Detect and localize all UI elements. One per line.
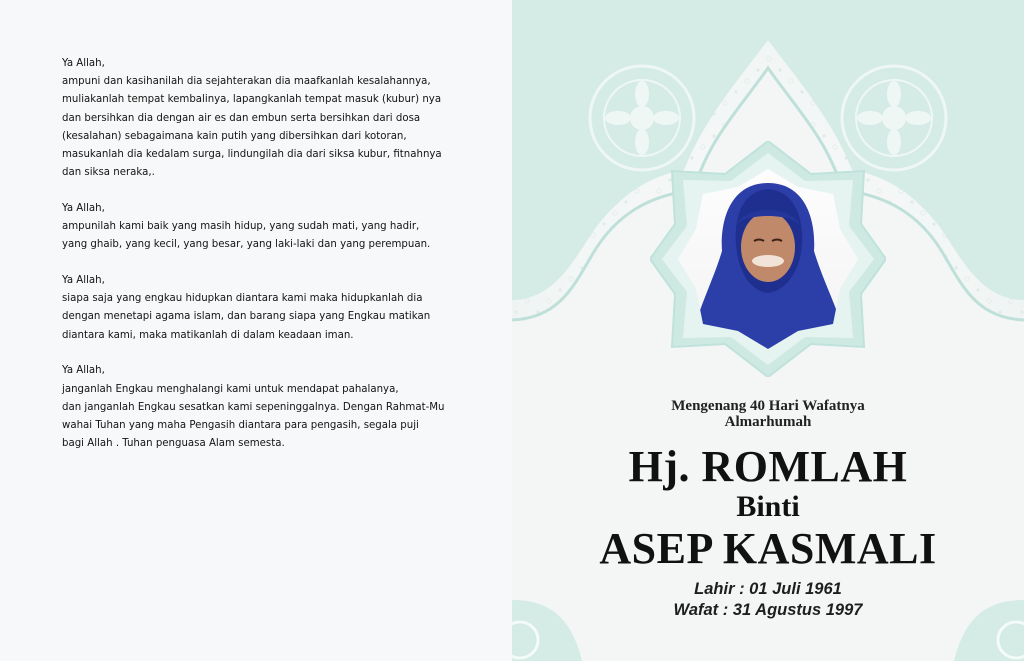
prayer-line: Ya Allah,: [62, 365, 105, 377]
prayer-line: Ya Allah,: [62, 275, 105, 287]
prayer-line: diantara kami, maka matikanlah di dalam keadaan iman.: [62, 329, 354, 341]
prayer-paragraph: [62, 200, 462, 255]
prayer-line: Ya Allah,: [62, 202, 105, 214]
prayer-line: Ya Allah,: [62, 58, 105, 69]
deceased-name: Hj. ROMLAH: [628, 442, 908, 491]
portrait-frame: [650, 141, 886, 377]
prayer-line: dan siksa neraka,.: [62, 167, 155, 179]
father-name: ASEP KASMALI: [599, 524, 937, 573]
memorial-caption-line1: Mengenang 40 Hari Wafatnya: [671, 398, 865, 414]
prayer-line: janganlah Engkau menghalangi kami untuk mendapat pahalanya,: [62, 383, 399, 395]
memorial-caption-line2: Almarhumah: [724, 414, 812, 430]
prayer-line: bagi Allah . Tuhan penguasa Alam semesta.: [62, 438, 285, 450]
prayer-paragraph: [62, 362, 462, 453]
prayer-line: wahai Tuhan yang maha Pengasih diantara para pengasih, segala puji: [62, 419, 419, 431]
prayer-line: ampunilah kami baik yang masih hidup, yang sudah mati, yang hadir,: [62, 221, 420, 233]
prayer-line: muliakanlah tempat kembalinya, lapangkanlah tempat masuk (kubur) nya: [62, 94, 442, 106]
prayer-line: masukanlah dia kedalam surga, lindungilah dia dari siksa kubur, fitnahnya: [62, 149, 442, 161]
prayer-line: dengan menetapi agama islam, dan barang siapa yang Engkau matikan: [62, 311, 431, 323]
birth-date: Lahir : 01 Juli 1961: [694, 580, 842, 598]
prayer-line: ampuni dan kasihanilah dia sejahterakan dia maafkanlah kesalahannya,: [62, 76, 431, 88]
prayer-paragraph: [62, 272, 462, 345]
right-page-cover: [512, 0, 1024, 661]
prayer-paragraph: [62, 55, 462, 182]
death-date: Wafat : 31 Agustus 1997: [673, 601, 863, 619]
prayer-line: yang ghaib, yang kecil, yang besar, yang laki-laki dan yang perempuan.: [62, 239, 431, 251]
prayer-text: [62, 55, 462, 471]
prayer-line: siapa saja yang engkau hidupkan diantara kami maka hidupkanlah dia: [62, 293, 423, 305]
binti-label: Binti: [736, 490, 800, 523]
prayer-line: (kesalahan) sebagaimana kain putih yang dibersihkan dari kotoran,: [62, 130, 407, 142]
prayer-line: dan bersihkan dia dengan air es dan embun serta bersihkan dari dosa: [62, 112, 421, 124]
prayer-line: dan janganlah Engkau sesatkan kami sepeninggalnya. Dengan Rahmat-Mu: [62, 401, 445, 413]
